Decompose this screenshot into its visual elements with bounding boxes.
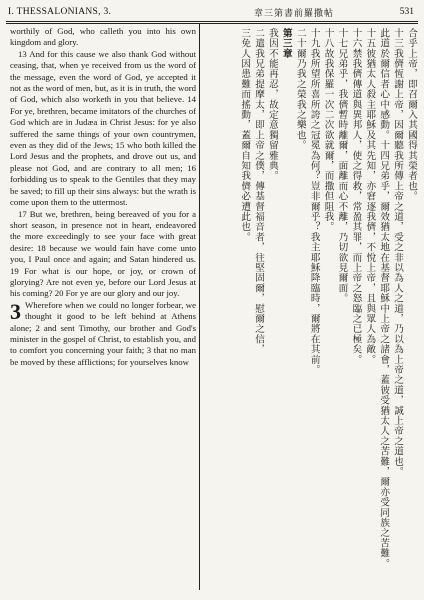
column-divider — [199, 24, 200, 590]
chinese-book-title: 章三第書前羅撒帖 — [254, 8, 335, 18]
header-rule-double — [6, 23, 418, 24]
chinese-verse: 十五彼猶太人殺主耶穌及其先知，亦窘逐我儕，不悅上帝，且與眾人為敵。 — [364, 28, 376, 365]
chapter-number: 3 — [10, 298, 21, 324]
english-paragraph: 13 And for this cause we also thank God without ceasing, that, when ye received from us the word of the message, even the word of God, ye accepted it not as the word of men, but, as it is in truth, the word of God, which also worketh in you that believe. 14 For ye, brethren, became imitators of the churches of God which are in Judæa in Christ Jesus: for ye also suffered the same things of your own countrymen, even as they did of the Jews; 15 who both killed the Lord Jesus and the prophets, and drove out us, and please not God, and are contrary to all men; 16 forbidding us to speak to the Gentiles that they may be saved; to fill up their sins always: but the wrath is come upon them to the uttermost. — [10, 48, 196, 208]
english-paragraph: worthily of God, who calleth you into his own kingdom and glory. — [10, 26, 196, 48]
chinese-chapter-heading: 第三章 — [280, 28, 292, 59]
book-title: I. THESSALONIANS, 3. — [8, 7, 112, 17]
page-header — [6, 6, 418, 20]
header-rule — [6, 21, 418, 22]
chinese-verse: 二十爾乃我之榮我之樂也。 — [294, 28, 306, 151]
english-paragraph-text: Wherefore when we could no longer forbear, we thought it good to be left behind at Athens alone; 2 and sent Timothy, our brother and God's minister in the gospel of Christ, to establish you, and to comfort you concerning your faith; 3 that no man be moved by these afflictions; for yourselves know — [10, 299, 196, 367]
chinese-verse: 此道於爾信者心中感動。十四兄弟乎，爾效猶太地在基督耶穌中上帝之諸會，蓋彼受猶太人之苦難，爾亦受同族之苦難。 — [378, 28, 390, 569]
chinese-verse: 十三我儕恆謝上帝，因爾聽我所傳上帝之道，受之非以為人之道，乃以為上帝之道，誠上帝之道也。 — [392, 28, 404, 477]
page-number: 531 — [399, 7, 414, 17]
chinese-column — [203, 28, 418, 588]
chinese-vertical-text — [203, 28, 418, 588]
english-paragraph: 17 But we, brethren, being bereaved of you for a short season, in presence not in heart, endeavored the more exceedingly to see your face with great desire: 18 because we would fain have come unto you, I Paul once and again; and Satan hindered us. 19 For what is our hope, or joy, or crown of glorying? Are not even ye, before our Lord Jesus at his coming? 20 For ye are our glory and our joy. — [10, 208, 196, 299]
chinese-verse: 十九我所望所喜所誇之冠冕為何？豈非爾乎？我主耶穌降臨時，爾將在其前。 — [308, 28, 320, 375]
chinese-verse: 十六禁我儕傳道與異邦人，使之得救，常盈其罪，而上帝之怒臨之已極矣。 — [350, 28, 362, 365]
chinese-verse: 合乎上帝，即召爾入其國得其榮者也。 — [406, 28, 417, 202]
chinese-verse: 十七兄弟乎，我儕暫時離爾，面離而心不離，乃切欲見爾面。 — [336, 28, 348, 304]
chinese-verse: 十八故我保羅一次二次欲就爾，而撒但阻我。 — [322, 28, 334, 232]
chinese-verse: 二遣我兄弟提摩太，即上帝之僕，傳基督福音者，往堅固爾，慰爾之信， — [253, 28, 265, 355]
chinese-verse: 我因不能再忍，故定意獨留雅典。 — [266, 28, 278, 181]
chinese-verse: 三免人因患難而搖動，蓋爾自知我儕必遭此也。 — [239, 28, 251, 243]
english-column — [10, 26, 196, 588]
english-chapter-paragraph — [10, 300, 196, 368]
